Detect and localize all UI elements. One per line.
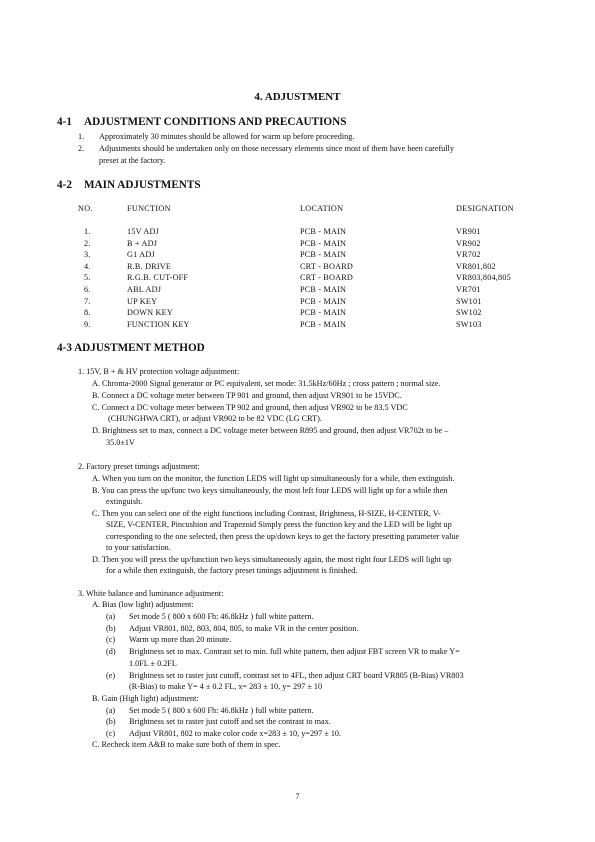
row-function: ABL ADJ [127, 285, 162, 294]
s41-item-1-number: 1. [78, 132, 85, 141]
row-location: CRT - BOARD [300, 273, 353, 283]
row-function: FUNCTION KEY [127, 319, 190, 329]
row-number: 9. [84, 319, 91, 329]
row-designation: SW102 [456, 308, 482, 318]
row-designation: SW101 [456, 296, 482, 306]
p2-step-c-cont-3: to your satisfaction. [106, 543, 171, 552]
row-location: PCB - MAIN [300, 238, 347, 248]
row-location: PCB - MAIN [300, 296, 347, 306]
section-4-2-number: 4-2 [57, 179, 72, 191]
row-function: R.B. DRIVE [127, 261, 172, 271]
s41-item-2-number: 2. [78, 144, 85, 153]
row-number: 3. [84, 250, 91, 260]
bias-item-d-label: (d) [106, 647, 116, 656]
row-function: R.G.B. CUT-OFF [127, 273, 189, 283]
row-function: B + ADJ [127, 238, 158, 248]
p1-step-b: B. Connect a DC voltage meter between TP 901 and ground, then adjust VR901 to be 15VDC. [92, 391, 402, 400]
table-header-function: FUNCTION [127, 204, 171, 213]
gain-item-b-label: (b) [106, 717, 116, 726]
row-designation: VR803,804,805 [456, 273, 511, 283]
row-number: 4. [84, 261, 91, 271]
row-location: PCB - MAIN [300, 319, 347, 329]
row-function: UP KEY [127, 296, 158, 306]
p3-bias-heading: A. Bias (low light) adjustment: [92, 600, 194, 609]
table-header-no: NO. [78, 204, 93, 213]
bias-item-e-label: (e) [106, 671, 116, 680]
p1-step-d: D. Brightness set to max, connect a DC voltage meter between R895 and ground, then adjust VR702t to be – [92, 426, 449, 435]
row-location: PCB - MAIN [300, 308, 347, 318]
document-title: 4. ADJUSTMENT [254, 91, 341, 103]
gain-item-c-label: (c) [106, 729, 116, 738]
row-function: 15V ADJ [127, 227, 159, 236]
bias-item-a-label: (a) [106, 612, 116, 621]
row-designation: VR701 [456, 285, 481, 294]
gain-item-c-text: Adjust VR801, 802 to make color code x=283 ± 10, y=297 ± 10. [129, 729, 342, 738]
p2-step-b-cont: extinguish. [106, 497, 143, 506]
table-header-location: LOCATION [300, 204, 344, 213]
p1-step-d-cont: 35.0±1V [106, 438, 135, 447]
p2-step-c: C. Then you can select one of the eight functions including Contrast, Brightness, H-SIZE, H-CENTER, V- [92, 509, 441, 518]
p1-step-a: A. Chroma-2000 Signal generator or PC equivalent, set mode: 31.5kHz/60Hz ; cross pattern ; normal size. [92, 379, 441, 388]
p2-step-b: B. You can press the up/func two keys simultaneously, the most left four LEDS will light up for a while then [92, 486, 448, 495]
row-designation: VR702 [456, 250, 481, 260]
gain-item-b-text: Brightness set to raster just cutoff and set the contrast to max. [129, 717, 331, 726]
p2-step-d: D. Then you will press the up/function two keys simultaneously again, the most right four LEDS will light up [92, 555, 452, 564]
row-number: 5. [84, 273, 91, 283]
row-location: CRT - BOARD [300, 261, 353, 271]
row-designation: SW103 [456, 319, 482, 329]
bias-item-d-text: Brightness set to max. Contrast set to min. full white pattern, then adjust FBT screen VR to make Y= [129, 647, 460, 656]
bias-item-b-label: (b) [106, 624, 116, 633]
row-designation: VR902 [456, 238, 481, 248]
bias-item-b-text: Adjust VR801, 802, 803, 804, 805, to make VR in the center position. [129, 624, 359, 633]
row-number: 1. [84, 227, 91, 236]
section-4-2-title: MAIN ADJUSTMENTS [84, 179, 201, 191]
s41-item-2-text: Adjustments should be undertaken only on those necessary elements since most of them have been carefully [99, 144, 454, 153]
bias-item-e-cont: (R-Bias) to make Y= 4 ± 0.2 FL, x= 283 ± 10, y= 297 ± 10 [129, 682, 323, 691]
p1-step-c-cont: (CHUNGHWA CRT), or adjust VR902 to be 82 VDC (LG CRT). [108, 414, 322, 423]
p3-gain-heading: B. Gain (High light) adjustment: [92, 694, 199, 703]
row-location: PCB - MAIN [300, 250, 347, 260]
p1-step-c: C. Connect a DC voltage meter between TP 902 and ground, then adjust VR902 to be 83.5 VDC [92, 403, 408, 412]
bias-item-c-label: (c) [106, 635, 116, 644]
bias-item-e-text: Brightness set to raster just cutoff, contrast set to 4FL, then adjust CRT board VR805 (B-Bias) VR803 [129, 671, 464, 680]
row-location: PCB - MAIN [300, 227, 347, 236]
row-function: DOWN KEY [127, 308, 173, 318]
table-header-designation: DESIGNATION [456, 204, 514, 213]
p2-step-c-cont-1: SIZE, V-CENTER, Pincushion and Trapezoid Simply press the function key and the LED will be light up [106, 520, 452, 529]
s41-item-2-text-cont: preset at the factory. [99, 156, 166, 165]
row-number: 7. [84, 296, 91, 306]
row-location: PCB - MAIN [300, 285, 347, 294]
p2-step-a: A. When you turn on the monitor, the function LEDS will light up simultaneously for a while, then extinguish. [92, 474, 455, 483]
p2-heading: 2. Factory preset timings adjustment: [78, 462, 200, 471]
p2-step-c-cont-2: corresponding to the one selected, then press the up/down keys to get the factory presetting parameter value [106, 532, 460, 541]
p1-heading: 1. 15V, B + & HV protection voltage adjustment: [78, 367, 240, 376]
section-4-1-number: 4-1 [57, 116, 72, 128]
page-number: 7 [295, 792, 300, 801]
p3-step-c: C. Recheck item A&B to make sure both of them in spec. [92, 740, 281, 749]
row-number: 8. [84, 308, 91, 318]
row-number: 6. [84, 285, 91, 294]
bias-item-c-text: Warm up more than 20 minute. [129, 635, 232, 644]
gain-item-a-label: (a) [106, 706, 116, 715]
p3-heading: 3. White balance and luminance adjustment: [78, 589, 224, 598]
row-designation: VR801,802 [456, 261, 496, 271]
section-4-3-title: 4-3 ADJUSTMENT METHOD [57, 342, 205, 354]
p2-step-d-cont: for a while then extinguish, the factory preset timings adjustment is finished. [106, 566, 358, 575]
bias-item-d-cont: 1.0FL ± 0.2FL [129, 659, 177, 668]
gain-item-a-text: Set mode 5 ( 800 x 600 Fh: 46.8kHz ) full white pattern. [129, 706, 314, 715]
s41-item-1-text: Approximately 30 minutes should be allowed for warm up before proceeding. [99, 132, 355, 141]
section-4-1-title: ADJUSTMENT CONDITIONS AND PRECAUTIONS [84, 116, 347, 128]
row-number: 2. [84, 238, 91, 248]
row-designation: VR901 [456, 227, 481, 236]
bias-item-a-text: Set mode 5 ( 800 x 600 Fh: 46.8kHz ) full white pattern. [129, 612, 314, 621]
row-function: G1 ADJ [127, 250, 155, 260]
